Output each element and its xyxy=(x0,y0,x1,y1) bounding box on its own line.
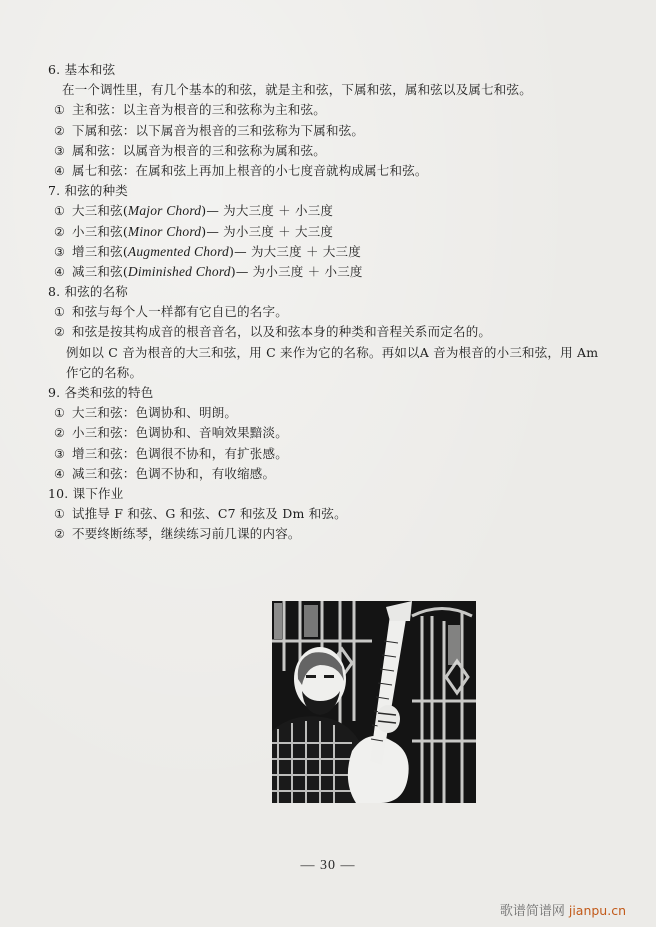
item-number: ④ xyxy=(54,264,65,279)
list-item xyxy=(48,161,628,181)
section-6-intro: 在一个调性里，有几个基本的和弦，就是主和弦，下属和弦，属和弦以及属七和弦。 xyxy=(62,82,532,98)
chord-name: 小三和弦 xyxy=(72,223,123,239)
list-item xyxy=(48,524,628,544)
item-text: 大三和弦：色调协和、明朗。 xyxy=(72,405,238,421)
section-6-heading: 6. 基本和弦 xyxy=(48,62,116,77)
chord-latin-name: Minor Chord xyxy=(127,223,202,239)
list-item xyxy=(48,504,628,524)
list-item xyxy=(48,302,628,322)
list-item xyxy=(48,322,628,342)
chord-name: 大三和弦 xyxy=(72,203,123,219)
item-number: ① xyxy=(54,103,65,118)
chord-latin-name: Diminished Chord xyxy=(127,263,231,279)
item-number: ④ xyxy=(54,466,65,481)
page-number: — 30 — xyxy=(300,858,356,873)
list-item xyxy=(48,121,628,141)
item-continuation: 作它的名称。 xyxy=(66,364,143,380)
list-item xyxy=(48,423,628,443)
item-text: 主和弦：以主音为根音的三和弦称为主和弦。 xyxy=(72,102,327,118)
item-number: ② xyxy=(54,527,65,542)
item-number: ① xyxy=(54,507,65,522)
list-item xyxy=(48,100,628,120)
section-10-heading: 10. 课下作业 xyxy=(48,485,124,501)
item-text: 小三和弦：色调协和、音响效果黯淡。 xyxy=(72,425,288,441)
list-item xyxy=(48,141,628,161)
item-text: 减三和弦：色调不协和，有收缩感。 xyxy=(72,465,276,481)
chord-name: 减三和弦 xyxy=(72,263,123,279)
chord-type-item: ③ 增三和弦(Augmented Chord)— 为大三度 ＋ 大三度 xyxy=(48,242,628,262)
chord-formula: — 为小三度 ＋ 小三度 xyxy=(235,263,363,279)
item-text: 属七和弦：在属和弦上再加上根音的小七度音就构成属七和弦。 xyxy=(72,162,428,178)
item-number: ② xyxy=(54,123,65,138)
chord-latin-name: Major Chord xyxy=(127,203,202,219)
guitarist-photo-icon xyxy=(272,601,476,803)
page-content xyxy=(48,60,628,545)
guitarist-photo xyxy=(272,601,476,803)
section-8-heading: 8. 和弦的名称 xyxy=(48,284,128,300)
chord-type-item: ④ 减三和弦(Diminished Chord)— 为小三度 ＋ 小三度 xyxy=(48,262,628,282)
item-number: ③ xyxy=(54,446,65,461)
item-number: ① xyxy=(54,406,65,421)
section-7-heading: 7. 和弦的种类 xyxy=(48,183,128,199)
list-item xyxy=(48,464,628,484)
item-text: 不要终断练琴，继续练习前几课的内容。 xyxy=(72,526,301,542)
chord-name: 增三和弦 xyxy=(72,243,123,259)
item-number: ① xyxy=(54,204,65,219)
item-number: ③ xyxy=(54,244,65,259)
item-text: 属和弦：以属音为根音的三和弦称为属和弦。 xyxy=(72,142,327,158)
item-text: 下属和弦：以下属音为根音的三和弦称为下属和弦。 xyxy=(72,122,365,138)
item-text: 和弦与每个人一样都有它自已的名字。 xyxy=(72,304,288,320)
item-number: ① xyxy=(54,305,65,320)
list-item xyxy=(48,403,628,423)
chord-formula: — 为小三度 ＋ 大三度 xyxy=(206,223,334,239)
watermark-label: 歌谱简谱网 xyxy=(499,904,565,919)
chord-type-item: ② 小三和弦(Minor Chord)— 为小三度 ＋ 大三度 xyxy=(48,222,628,242)
list-item xyxy=(48,444,628,464)
section-9-heading: 9. 各类和弦的特色 xyxy=(48,385,154,400)
item-text: 试推导 F 和弦、G 和弦、C7 和弦及 Dm 和弦。 xyxy=(72,506,347,522)
item-text: 和弦是按其构成音的根音音名，以及和弦本身的种类和音程关系而定名的。 xyxy=(72,324,492,340)
watermark-site: jianpu.cn xyxy=(568,903,626,918)
watermark xyxy=(500,900,626,919)
item-continuation: 例如以 C 音为根音的大三和弦，用 C 来作为它的名称。再如以A 音为根音的小三和弦，用 Am xyxy=(66,344,599,360)
item-number: ④ xyxy=(54,163,65,178)
chord-formula: — 为大三度 ＋ 大三度 xyxy=(234,243,361,259)
chord-formula: — 为大三度 ＋ 小三度 xyxy=(206,203,334,219)
chord-latin-name: Augmented Chord xyxy=(127,243,230,259)
item-number: ③ xyxy=(54,143,65,158)
item-number: ② xyxy=(54,325,65,340)
item-text: 增三和弦：色调很不协和，有扩张感。 xyxy=(72,445,288,461)
item-number: ② xyxy=(54,426,65,441)
chord-type-item: ① 大三和弦(Major Chord)— 为大三度 ＋ 小三度 xyxy=(48,201,628,221)
item-number: ② xyxy=(54,224,65,239)
